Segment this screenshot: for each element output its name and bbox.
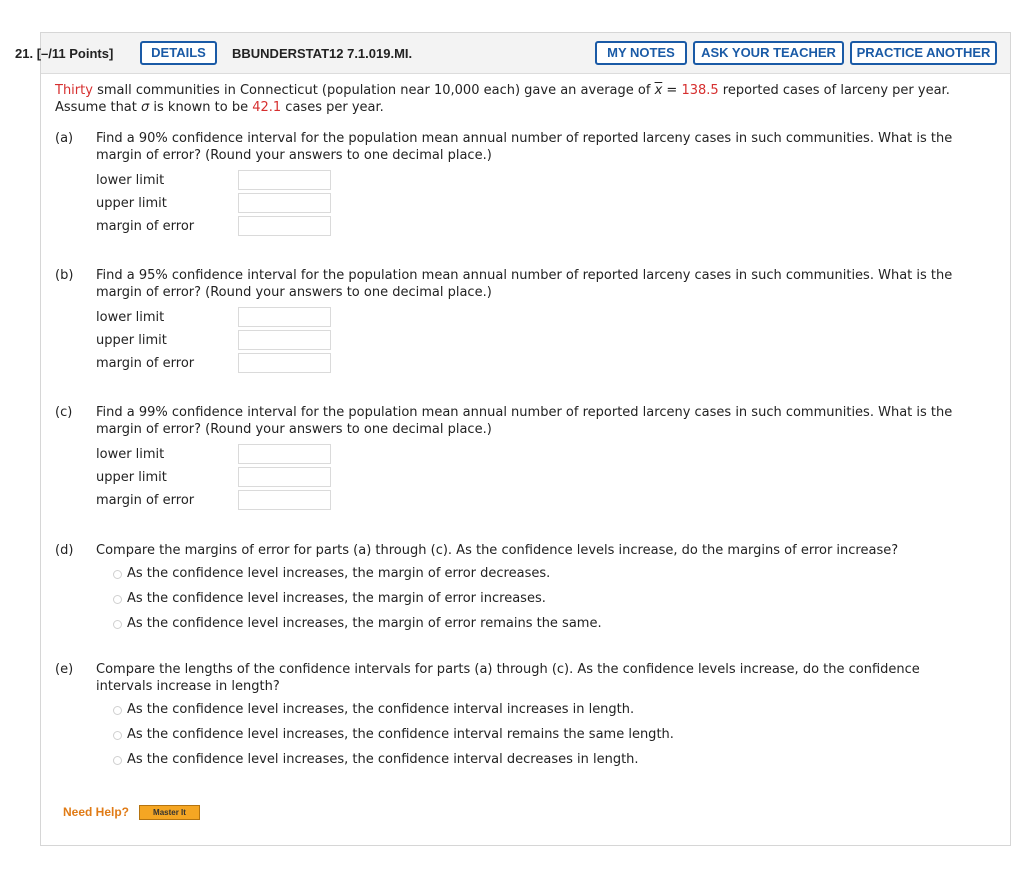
my-notes-button[interactable]: MY NOTES (595, 41, 687, 65)
part-prompt-line-1: Compare the margins of error for parts (a) through (c). As the confidence levels increase, do the margins of error increase? (96, 543, 899, 558)
part-prompt-line-1: Find a 90% confidence interval for the population mean annual number of reported larceny cases in such communities. What is the (96, 131, 953, 146)
part-b-lower-limit-input[interactable] (238, 307, 331, 327)
part-c-lower-limit-input[interactable] (238, 444, 331, 464)
sigma-symbol: σ (141, 100, 150, 115)
lower-limit-label: lower limit (96, 173, 165, 188)
margin-of-error-label: margin of error (96, 356, 195, 371)
lower-limit-label: lower limit (96, 447, 165, 462)
upper-limit-label: upper limit (96, 333, 167, 348)
part-letter: (e) (55, 662, 74, 677)
part-a-margin-of-error-input[interactable] (238, 216, 331, 236)
part-prompt-line-2: intervals increase in length? (96, 679, 280, 694)
part-d-option-3-radio[interactable] (113, 620, 122, 629)
part-a-lower-limit-input[interactable] (238, 170, 331, 190)
part-d-option-1-label[interactable]: As the confidence level increases, the margin of error decreases. (127, 566, 551, 581)
margin-of-error-label: margin of error (96, 493, 195, 508)
part-e-option-1-radio[interactable] (113, 706, 122, 715)
part-letter: (d) (55, 543, 74, 558)
part-d-option-3-label[interactable]: As the confidence level increases, the margin of error remains the same. (127, 616, 602, 631)
need-help-label: Need Help? (63, 805, 130, 819)
part-c-upper-limit-input[interactable] (238, 467, 331, 487)
part-prompt-line-2: margin of error? (Round your answers to one decimal place.) (96, 148, 492, 163)
part-d-option-2-radio[interactable] (113, 595, 122, 604)
part-d-option-2-label[interactable]: As the confidence level increases, the margin of error increases. (127, 591, 546, 606)
part-d-option-1-radio[interactable] (113, 570, 122, 579)
ask-your-teacher-button[interactable]: ASK YOUR TEACHER (693, 41, 844, 65)
part-e-option-3-radio[interactable] (113, 756, 122, 765)
problem-code: BBUNDERSTAT12 7.1.019.MI. (232, 46, 413, 61)
problem-statement-line-1: Thirty small communities in Connecticut (population near 10,000 each) gave an average of $\overline{x} = 138.5$ reported cases of larceny per year. (55, 83, 950, 98)
xbar-symbol: $\overline{x}$ (654, 83, 663, 98)
part-b-upper-limit-input[interactable] (238, 330, 331, 350)
question-card (15, 32, 1011, 846)
details-button[interactable]: DETAILS (140, 41, 217, 65)
mean-value: 138.5 (681, 83, 719, 98)
part-e-option-1-label[interactable]: As the confidence level increases, the confidence interval increases in length. (127, 702, 635, 717)
part-letter: (c) (55, 405, 73, 420)
lower-limit-label: lower limit (96, 310, 165, 325)
question-header (15, 33, 1010, 74)
part-e-option-3-label[interactable]: As the confidence level increases, the confidence interval decreases in length. (127, 752, 639, 767)
master-it-button[interactable]: Master It (139, 805, 200, 820)
part-letter: (b) (55, 268, 74, 283)
margin-of-error-label: margin of error (96, 219, 195, 234)
part-prompt-line-1: Find a 95% confidence interval for the population mean annual number of reported larceny cases in such communities. What is the (96, 268, 953, 283)
sample-size-value: Thirty (55, 83, 93, 98)
part-c-margin-of-error-input[interactable] (238, 490, 331, 510)
part-prompt-line-2: margin of error? (Round your answers to one decimal place.) (96, 422, 492, 437)
part-b-margin-of-error-input[interactable] (238, 353, 331, 373)
problem-statement-line-2: Assume that σ is known to be 42.1 cases per year. (55, 100, 384, 115)
part-e-option-2-radio[interactable] (113, 731, 122, 740)
part-prompt-line-1: Compare the lengths of the confidence intervals for parts (a) through (c). As the confidence levels increase, do the confidence (96, 662, 920, 677)
question-number: 21. [–/11 Points] (15, 46, 114, 61)
part-letter: (a) (55, 131, 74, 146)
part-e-option-2-label[interactable]: As the confidence level increases, the confidence interval remains the same length. (127, 727, 674, 742)
part-prompt-line-1: Find a 99% confidence interval for the population mean annual number of reported larceny cases in such communities. What is the (96, 405, 953, 420)
practice-another-button[interactable]: PRACTICE ANOTHER (850, 41, 997, 65)
part-prompt-line-2: margin of error? (Round your answers to one decimal place.) (96, 285, 492, 300)
upper-limit-label: upper limit (96, 196, 167, 211)
sigma-value: 42.1 (252, 100, 282, 115)
upper-limit-label: upper limit (96, 470, 167, 485)
part-a-upper-limit-input[interactable] (238, 193, 331, 213)
